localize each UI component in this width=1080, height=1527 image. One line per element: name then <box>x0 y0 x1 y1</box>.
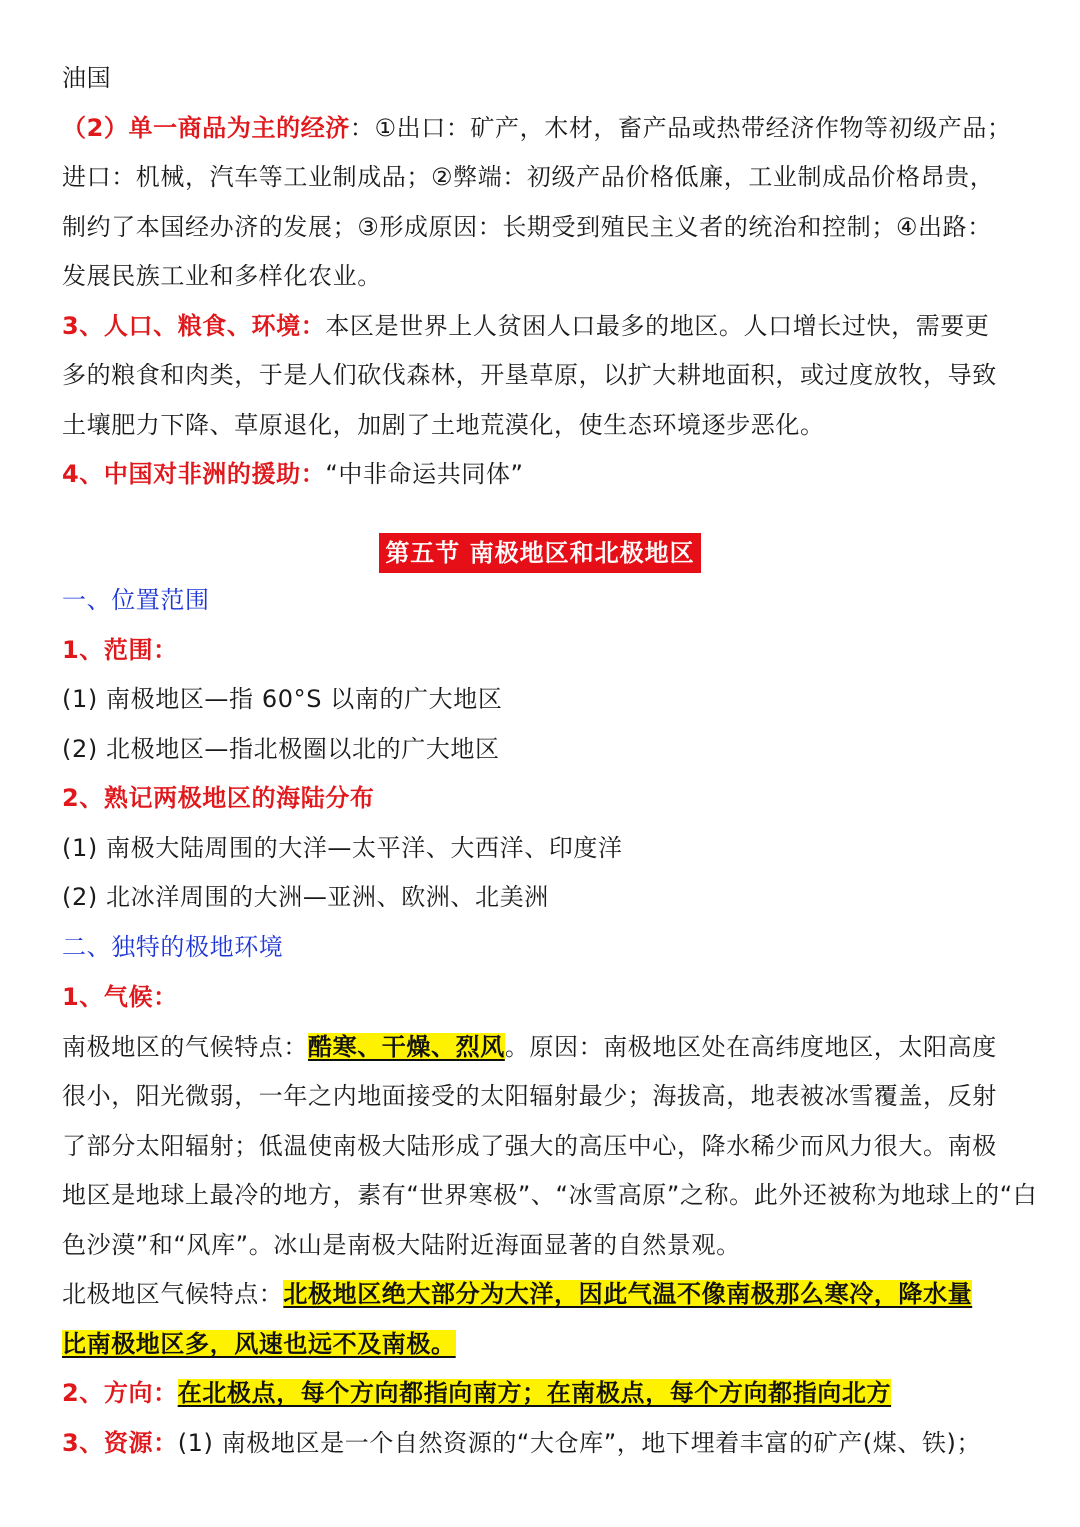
text-line <box>62 454 524 494</box>
text-line-content: 。原因：南极地区处在高纬度地区，太阳高度 <box>504 1033 997 1061</box>
subheading-single-commodity: （2）单一商品为主的经济 <box>62 114 350 142</box>
text-line <box>62 256 382 296</box>
heading-location: 一、位置范围 <box>62 586 210 614</box>
text-line <box>62 306 990 346</box>
text-line: (2) 北冰洋周围的大洲—亚洲、欧洲、北美洲 <box>62 883 549 911</box>
text-line-content: 本区是世界上人贫困人口最多的地区。人口增长过快，需要更 <box>325 312 990 340</box>
text-line-content: (1) 南极地区是一个自然资源的“大仓库”，地下埋着丰富的矿产(煤、铁)； <box>177 1429 982 1457</box>
text-line <box>62 58 111 98</box>
text-line: 色沙漠”和“风库”。冰山是南极大陆附近海面显著的自然景观。 <box>62 1231 741 1259</box>
subheading-land-sea: 2、熟记两极地区的海陆分布 <box>62 784 375 812</box>
text-line <box>62 108 1012 148</box>
text-line: 地区是地球上最冷的地方，素有“世界寒极”、“冰雪高原”之称。此外还被称为地球上的“白 <box>62 1181 1038 1209</box>
subheading-population: 3、人口、粮食、环境： <box>62 312 326 340</box>
text-line <box>62 207 992 247</box>
subheading-climate: 1、气候： <box>62 983 178 1011</box>
text-line-content: 制约了本国经办济的发展；③形成原因：长期受到殖民主义者的统治和控制；④出路： <box>62 213 992 241</box>
text-line-content: 多的粮食和肉类，于是人们砍伐森林，开垦草原，以扩大耕地面积，或过度放牧，导致 <box>62 361 997 389</box>
subheading-china-aid: 4、中国对非洲的援助： <box>62 460 326 488</box>
text-line-content: 发展民族工业和多样化农业。 <box>62 262 382 290</box>
text-line: (2) 北极地区—指北极圈以北的广大地区 <box>62 735 500 763</box>
text-line: (1) 南极地区—指 60°S 以南的广大地区 <box>62 685 503 713</box>
text-line-content: 北极地区气候特点： <box>62 1280 284 1308</box>
text-line-content: 进口：机械，汽车等工业制成品；②弊端：初级产品价格低廉，工业制成品价格昂贵， <box>62 163 995 191</box>
subheading-scope: 1、范围： <box>62 636 178 664</box>
text-line <box>62 1027 997 1067</box>
section-title: 第五节 南极地区和北极地区 <box>379 533 701 573</box>
subheading-resources: 3、资源： <box>62 1429 178 1457</box>
heading-polar-environment: 二、独特的极地环境 <box>62 933 284 961</box>
text-line-content: 南极地区的气候特点： <box>62 1033 308 1061</box>
text-line-content: ：①出口：矿产，木材，畜产品或热带经济作物等初级产品； <box>349 114 1012 142</box>
text-line <box>62 1423 981 1463</box>
highlight-text: 北极地区绝大部分为大洋，因此气温不像南极那么寒冷，降水量 <box>283 1280 973 1308</box>
text-line: 了部分太阳辐射；低温使南极大陆形成了强大的高压中心，降水稀少而风力很大。南极 <box>62 1132 997 1160</box>
text-line: 很小，阳光微弱，一年之内地面接受的太阳辐射最少；海拔高，地表被冰雪覆盖，反射 <box>62 1082 997 1110</box>
text-line-content: 土壤肥力下降、草原退化，加剧了土地荒漠化，使生态环境逐步恶化。 <box>62 411 825 439</box>
text-line <box>62 157 994 197</box>
highlight-text: 比南极地区多，风速也远不及南极。 <box>62 1330 456 1358</box>
text-line <box>62 1373 891 1413</box>
text-line <box>62 355 997 395</box>
text-line: (1) 南极大陆周围的大洋—太平洋、大西洋、印度洋 <box>62 834 623 862</box>
text-line <box>62 1324 456 1364</box>
text-line <box>62 1274 972 1314</box>
highlight-text: 酷寒、干燥、烈风 <box>308 1033 505 1061</box>
text-line-content: “中非命运共同体” <box>325 460 524 488</box>
subheading-direction: 2、方向： <box>62 1379 178 1407</box>
highlight-text: 在北极点，每个方向都指向南方；在南极点，每个方向都指向北方 <box>177 1379 892 1407</box>
text-line-content: 油国 <box>62 64 112 92</box>
text-line <box>62 405 825 445</box>
